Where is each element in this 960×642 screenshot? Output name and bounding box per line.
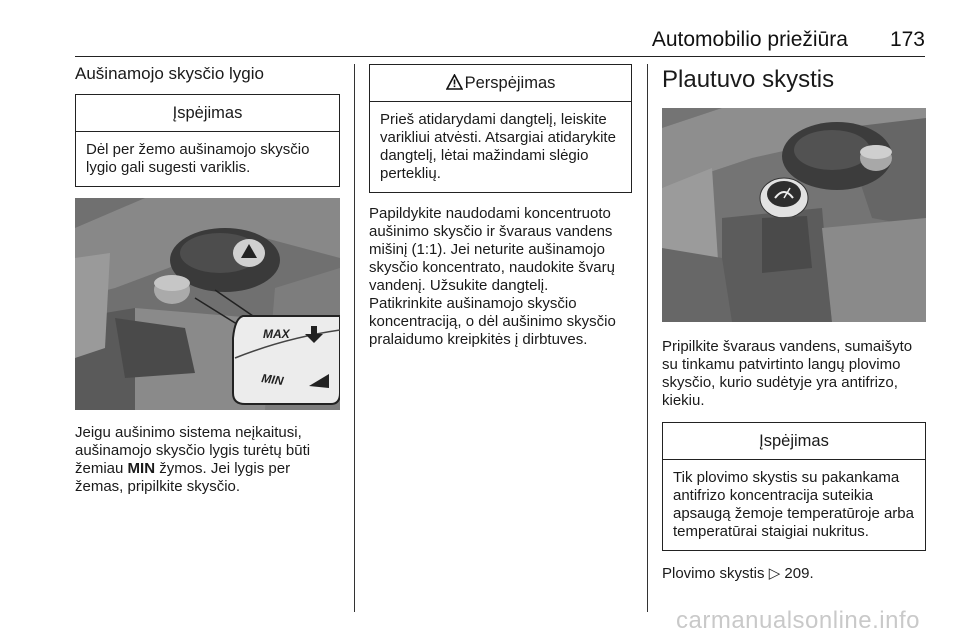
column-divider-left — [354, 64, 355, 612]
warning-header — [370, 65, 631, 102]
column-divider-right — [647, 64, 648, 612]
min-bold: MIN — [127, 460, 156, 477]
page-header — [75, 22, 925, 57]
page-reference-arrow-icon: ▷ — [768, 565, 781, 582]
washer-fill-paragraph: Pripilkite švaraus vandens, sumaišyto su tinkamu patvirtinto langų plovimo skysčio, kurio sudėtyje yra antifrizo, kiekiu. — [662, 338, 913, 409]
concentration-paragraph: Patikrinkite aušinamojo skysčio koncentraciją, o dėl aušinimo skysčio pralaidumo kreipkitės į dirbtuves. — [369, 295, 616, 348]
header-title: Automobilio priežiūra — [651, 28, 848, 51]
warning-box-pressure — [369, 64, 632, 193]
coolant-reservoir-figure — [75, 198, 340, 410]
washer-notice-text: Tik plovimo skystis su pakankama antifrizo koncentracija suteikia apsaugą žemoje temperatūroje arba temperatūrai staigiai nukritus. — [673, 469, 914, 540]
notice-title: Įspėjimas — [76, 95, 339, 132]
washer-fluid-reference: Plovimo skystis ▷ 209. — [662, 565, 814, 582]
coolant-level-paragraph: Jeigu aušinimo sistema neįkaitusi, aušinamojo skysčio lygis turėtų būti žemiau MIN žymos. Jei lygis per žemas, pripilkite skysčio. — [75, 424, 311, 495]
column-coolant-level — [75, 64, 340, 496]
min-mark: MIN — [260, 371, 285, 389]
washer-fluid-ref-link[interactable]: 209. — [784, 565, 814, 582]
washer-reservoir-figure — [662, 108, 926, 322]
washer-notice-title: Įspėjimas — [663, 423, 925, 460]
coolant-reservoir-illustration — [75, 198, 340, 410]
refill-paragraph: Papildykite naudodami koncentruoto aušinimo skysčio ir švaraus vandens mišinį (1:1). Jei neturite aušinamojo skysčio koncentrato, naudokite švarų vandenį. Užsukite dangtelį. — [369, 205, 615, 294]
washer-reservoir-illustration — [662, 108, 926, 322]
page-number: 173 — [889, 28, 925, 51]
max-mark: MAX — [263, 327, 290, 341]
notice-box-washer — [662, 422, 926, 551]
warning-text: Prieš atidarydami dangtelį, leiskite varikliui atvėsti. Atsargiai atidarykite dangtelį, lėtai mažindami slėgio perteklių. — [380, 111, 616, 182]
section-heading-washer: Plautuvo skystis — [662, 66, 835, 93]
warning-triangle-icon — [446, 74, 463, 90]
column-coolant-refill — [369, 64, 632, 349]
notice-text: Dėl per žemo aušinamojo skysčio lygio gali sugesti variklis. — [86, 141, 310, 176]
section-heading-coolant: Aušinamojo skysčio lygio — [75, 64, 264, 83]
notice-box-coolant — [75, 94, 340, 187]
column-washer-fluid — [662, 64, 926, 583]
watermark: carmanualsonline.info — [676, 607, 920, 634]
warning-title: Perspėjimas — [464, 74, 556, 92]
